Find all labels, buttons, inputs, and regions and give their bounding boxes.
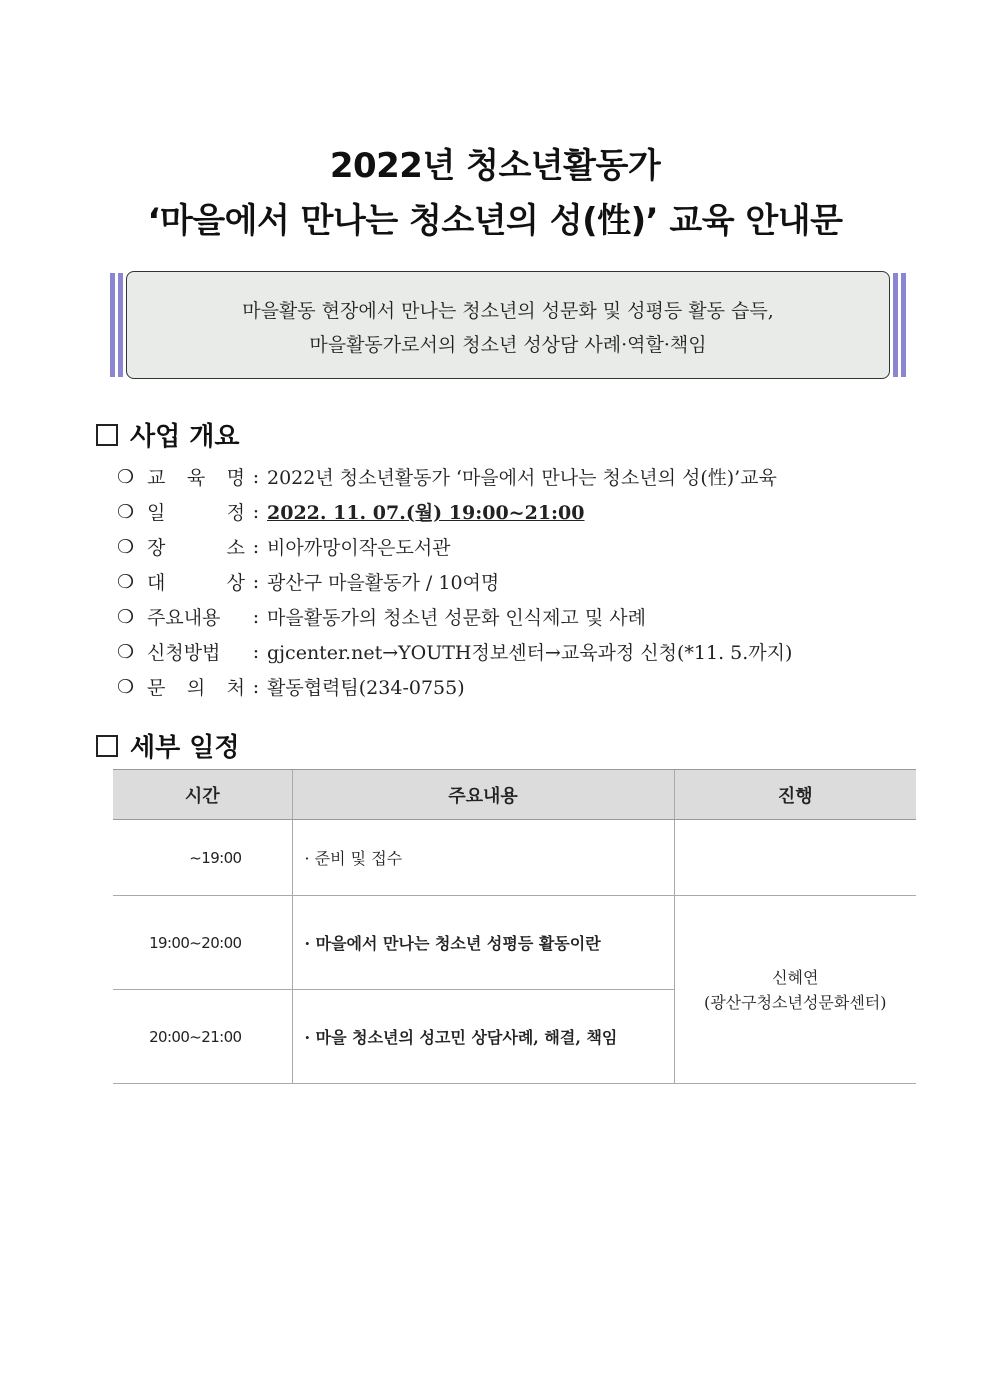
overview-item-place: ❍ 장 소 : 비아까망이작은도서관 (117, 529, 917, 564)
overview-value: 마을활동가의 청소년 성문화 인식제고 및 사례 (267, 607, 646, 629)
overview-label: 주요내용 (147, 607, 221, 629)
overview-label: 대 상 (147, 572, 245, 594)
column-header-time: 시간 (113, 770, 292, 820)
overview-value: 활동협력팀(234-0755) (267, 677, 465, 699)
circle-bullet-icon: ❍ (117, 465, 135, 488)
overview-label: 장 소 (147, 537, 245, 559)
table-row (113, 896, 916, 990)
overview-item-date: ❍ 일 정 : 2022. 11. 07.(월) 19:00~21:00 (117, 494, 917, 529)
schedule-presenter (674, 896, 916, 1084)
circle-bullet-icon: ❍ (117, 535, 135, 558)
document-title-line1: 2022년 청소년활동가 (329, 146, 661, 186)
overview-value: 광산구 마을활동가 / 10여명 (267, 572, 500, 594)
overview-item-application: ❍ 신청방법 : gjcenter.net→YOUTH정보센터→교육과정 신청(*11. 5.까지) (117, 634, 917, 669)
schedule-content: · 마을 청소년의 성고민 상담사례, 해결, 책임 (292, 990, 674, 1084)
overview-item-content: ❍ 주요내용 : 마을활동가의 청소년 성문화 인식제고 및 사례 (117, 599, 917, 634)
circle-bullet-icon: ❍ (117, 570, 135, 593)
overview-label: 신청방법 (147, 642, 221, 664)
section-title: 세부 일정 (130, 733, 240, 763)
right-accent-bar (893, 273, 898, 377)
circle-bullet-icon: ❍ (117, 640, 135, 663)
summary-box (126, 271, 890, 379)
document-title-line2: ‘마을에서 만나는 청소년의 성(性)’ 교육 안내문 (147, 201, 843, 241)
column-header-presenter: 진행 (674, 770, 916, 820)
overview-label: 교 육 명 (147, 467, 245, 489)
overview-value: gjcenter.net→YOUTH정보센터→교육과정 신청(*11. 5.까지) (267, 642, 793, 664)
schedule-time: 20:00~21:00 (113, 990, 292, 1084)
column-header-content: 주요내용 (292, 770, 674, 820)
schedule-time: 19:00~20:00 (113, 896, 292, 990)
checkbox-icon (96, 735, 118, 757)
overview-label: 문 의 처 (147, 677, 245, 699)
right-accent-bar (901, 273, 906, 377)
table-header-row (113, 770, 916, 820)
schedule-content: · 마을에서 만나는 청소년 성평등 활동이란 (292, 896, 674, 990)
left-accent-bar (110, 273, 115, 377)
section-schedule-heading (96, 727, 240, 764)
left-accent-bar (118, 273, 123, 377)
overview-label: 일 정 (147, 502, 245, 524)
schedule-presenter-empty (674, 820, 916, 896)
overview-list (117, 459, 917, 704)
summary-line2: 마을활동가로서의 청소년 성상담 사례·역할·책임 (309, 334, 707, 356)
summary-line1: 마을활동 현장에서 만나는 청소년의 성문화 및 성평등 활동 습득, (242, 300, 774, 322)
schedule-table (113, 769, 916, 1084)
overview-item-target: ❍ 대 상 : 광산구 마을활동가 / 10여명 (117, 564, 917, 599)
circle-bullet-icon: ❍ (117, 675, 135, 698)
circle-bullet-icon: ❍ (117, 605, 135, 628)
schedule-content: · 준비 및 접수 (292, 820, 674, 896)
overview-value: 2022. 11. 07.(월) 19:00~21:00 (267, 502, 585, 524)
summary-panel (110, 271, 906, 379)
schedule-time: ~19:00 (113, 820, 292, 896)
overview-item-course: ❍ 교 육 명 : 2022년 청소년활동가 ‘마을에서 만나는 청소년의 성(性)’교육 (117, 459, 917, 494)
overview-value: 비아까망이작은도서관 (267, 537, 451, 559)
circle-bullet-icon: ❍ (117, 500, 135, 523)
presenter-org: (광산구청소년성문화센터) (703, 992, 887, 1012)
table-row (113, 820, 916, 896)
presenter-name: 신혜연 (772, 967, 819, 987)
overview-item-contact: ❍ 문 의 처 : 활동협력팀(234-0755) (117, 669, 917, 704)
section-overview-heading (96, 416, 240, 453)
checkbox-icon (96, 424, 118, 446)
overview-value: 2022년 청소년활동가 ‘마을에서 만나는 청소년의 성(性)’교육 (267, 467, 777, 489)
section-title: 사업 개요 (130, 422, 240, 452)
